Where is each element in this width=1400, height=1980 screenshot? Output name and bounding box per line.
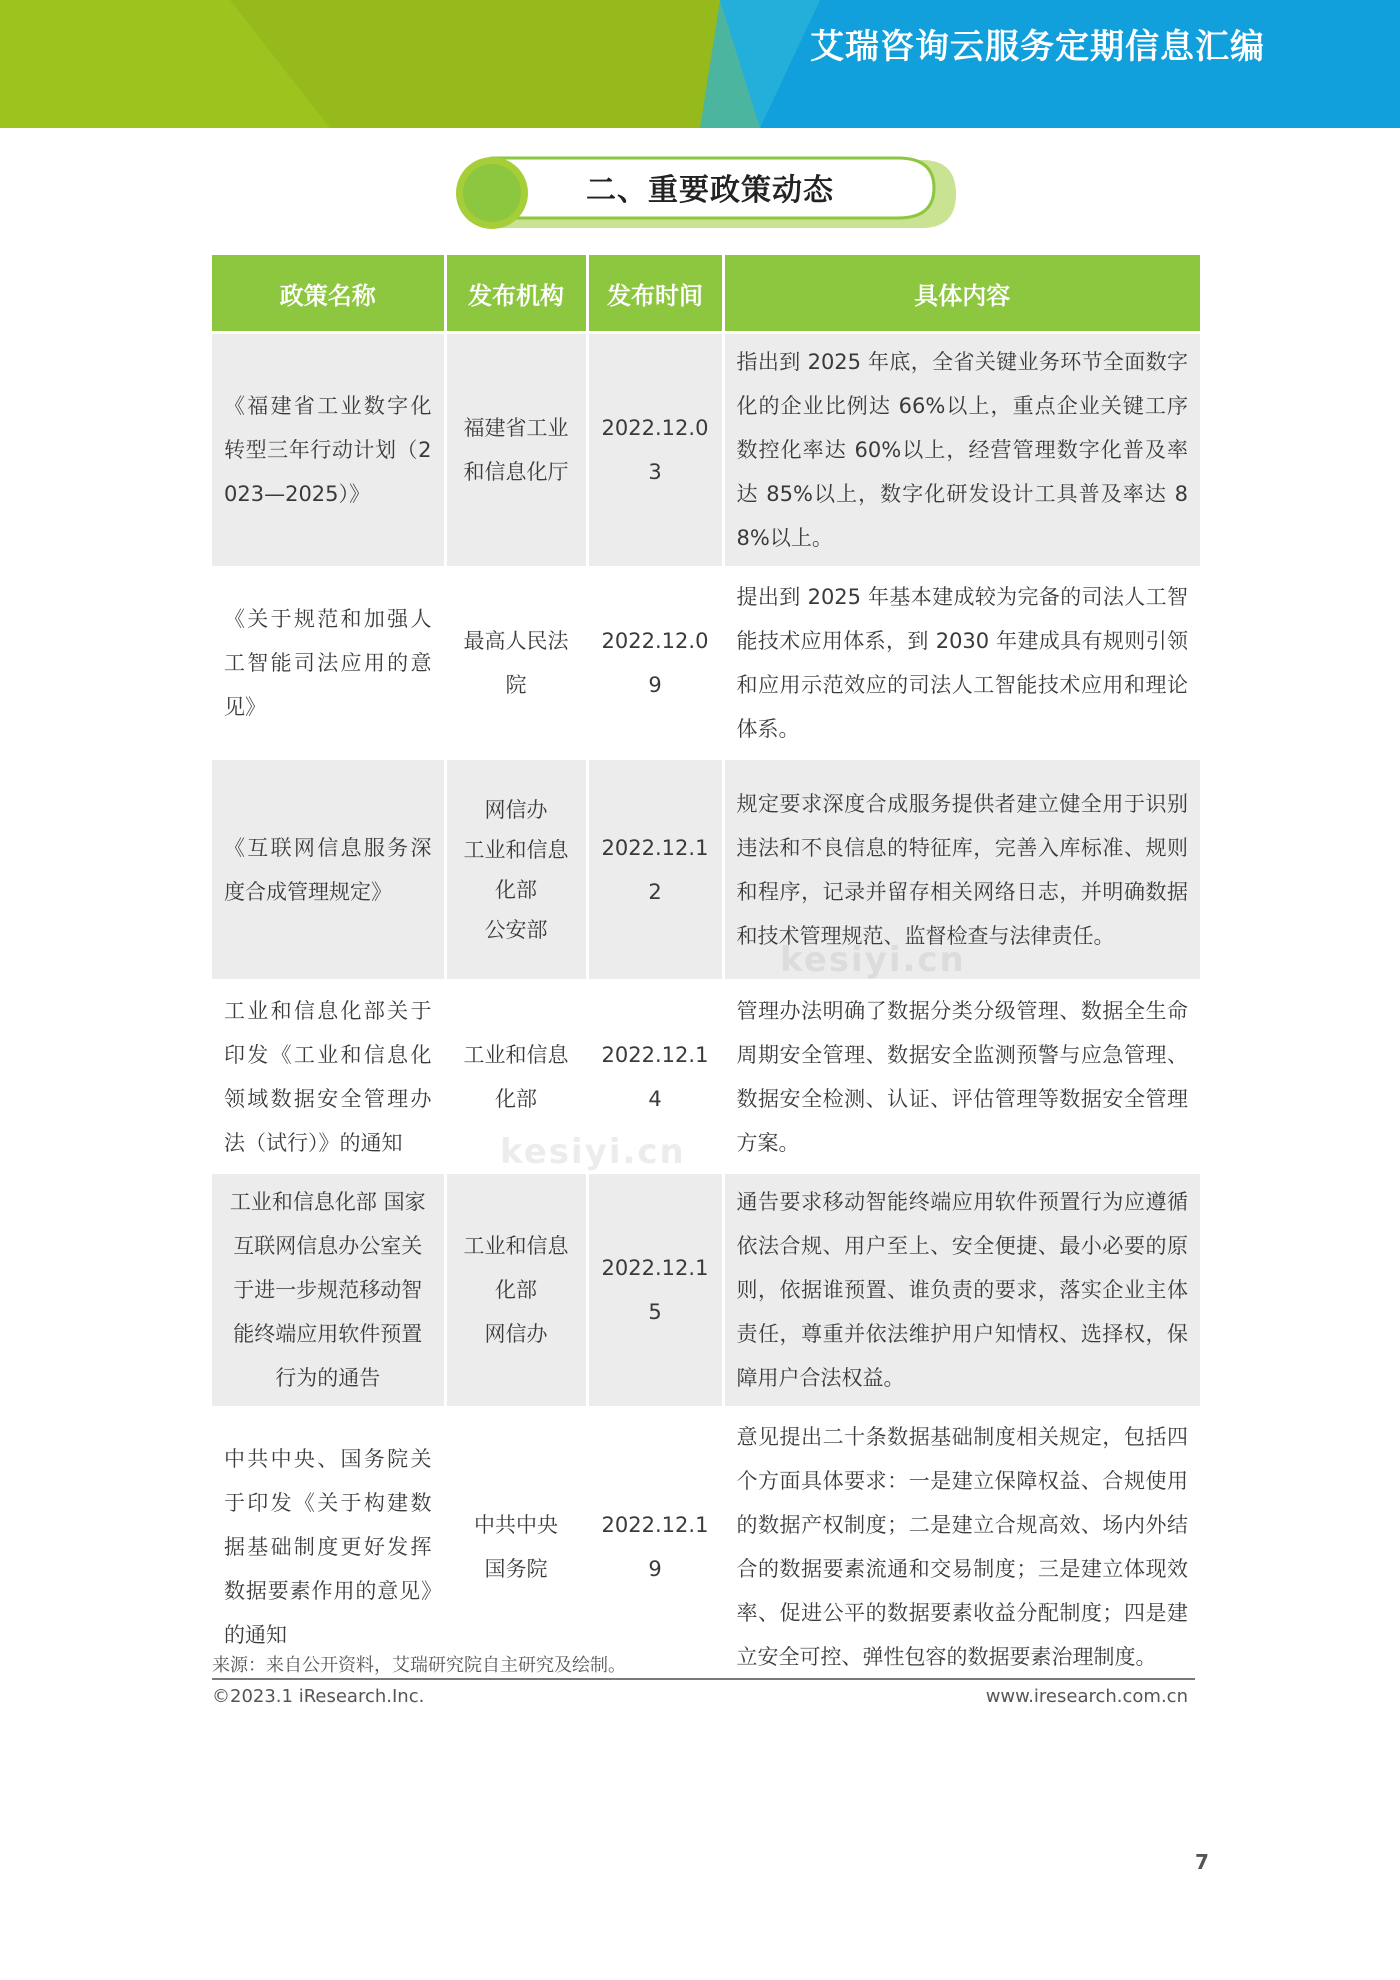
table-row	[212, 333, 1200, 568]
policy-name-cell: 《关于规范和加强人工智能司法应用的意见》	[212, 568, 445, 759]
table-row	[212, 1408, 1200, 1686]
content-cell: 意见提出二十条数据基础制度相关规定，包括四个方面具体要求：一是建立保障权益、合规使用的数据产权制度；二是建立合规高效、场内外结合的数据要素流通和交易制度；三是建立体现效率、促进公平的数据要素收益分配制度；四是建立安全可控、弹性包容的数据要素治理制度。	[723, 1408, 1200, 1686]
policy-name-cell: 工业和信息化部 国家互联网信息办公室关于进一步规范移动智能终端应用软件预置行为的通告	[212, 1173, 445, 1408]
date-cell: 2022.12.03	[587, 333, 723, 568]
section-title: 二、重要政策动态	[586, 173, 834, 208]
issuer-cell: 福建省工业和信息化厅	[445, 333, 587, 568]
content-cell: 指出到 2025 年底，全省关键业务环节全面数字化的企业比例达 66%以上，重点企业关键工序数控化率达 60%以上，经营管理数字化普及率达 85%以上，数字化研发设计工具普及率达 88%以上。	[723, 333, 1200, 568]
column-header-policy-name: 政策名称	[212, 255, 445, 333]
issuer-cell: 中共中央 国务院	[445, 1408, 587, 1686]
date-cell: 2022.12.14	[587, 981, 723, 1173]
table-header-row	[212, 255, 1200, 333]
website-link[interactable]: www.iresearch.com.cn	[985, 1686, 1188, 1707]
footer-divider	[212, 1678, 1195, 1680]
table-row	[212, 759, 1200, 981]
policy-table	[212, 255, 1200, 1685]
issuer-cell: 最高人民法院	[445, 568, 587, 759]
copyright-text: ©2023.1 iResearch.Inc.	[212, 1686, 425, 1707]
column-header-content: 具体内容	[723, 255, 1200, 333]
date-cell: 2022.12.15	[587, 1173, 723, 1408]
policy-name-cell: 中共中央、国务院关于印发《关于构建数据基础制度更好发挥数据要素作用的意见》的通知	[212, 1408, 445, 1686]
table-row	[212, 568, 1200, 759]
policy-name-cell: 《互联网信息服务深度合成管理规定》	[212, 759, 445, 981]
report-series-title: 艾瑞咨询云服务定期信息汇编	[810, 27, 1265, 67]
source-note: 来源：来自公开资料，艾瑞研究院自主研究及绘制。	[212, 1655, 626, 1676]
content-cell: 规定要求深度合成服务提供者建立健全用于识别违法和不良信息的特征库，完善入库标准、规则和程序，记录并留存相关网络日志，并明确数据和技术管理规范、监督检查与法律责任。	[723, 759, 1200, 981]
table-row	[212, 981, 1200, 1173]
policy-name-cell: 《福建省工业数字化转型三年行动计划（2023—2025）》	[212, 333, 445, 568]
content-cell: 提出到 2025 年基本建成较为完备的司法人工智能技术应用体系，到 2030 年建成具有规则引领和应用示范效应的司法人工智能技术应用和理论体系。	[723, 568, 1200, 759]
issuer-cell: 工业和信息化部	[445, 981, 587, 1173]
column-header-date: 发布时间	[587, 255, 723, 333]
date-cell: 2022.12.19	[587, 1408, 723, 1686]
table-row	[212, 1173, 1200, 1408]
issuer-cell: 工业和信息化部 网信办	[445, 1173, 587, 1408]
date-cell: 2022.12.09	[587, 568, 723, 759]
issuer-cell: 网信办 工业和信息化部 公安部	[445, 759, 587, 981]
date-cell: 2022.12.12	[587, 759, 723, 981]
content-cell: 通告要求移动智能终端应用软件预置行为应遵循依法合规、用户至上、安全便捷、最小必要的原则，依据谁预置、谁负责的要求，落实企业主体责任，尊重并依法维护用户知情权、选择权，保障用户合法权益。	[723, 1173, 1200, 1408]
content-cell: 管理办法明确了数据分类分级管理、数据全生命周期安全管理、数据安全监测预警与应急管理、数据安全检测、认证、评估管理等数据安全管理方案。	[723, 981, 1200, 1173]
column-header-issuer: 发布机构	[445, 255, 587, 333]
policy-name-cell: 工业和信息化部关于印发《工业和信息化领域数据安全管理办法（试行）》的通知	[212, 981, 445, 1173]
page-number: 7	[1195, 1850, 1209, 1874]
